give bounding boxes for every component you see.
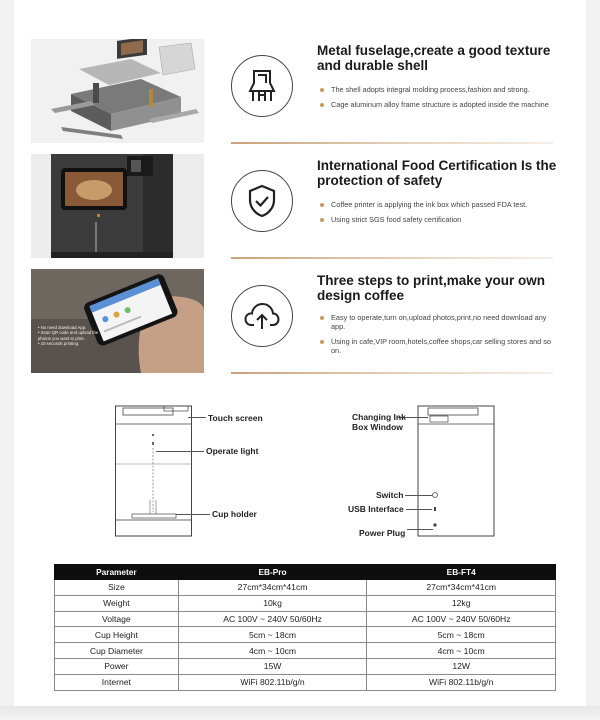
header-eb-pro: EB-Pro — [178, 565, 367, 580]
touch-screen-label: Touch screen — [208, 413, 263, 423]
divider-rule — [231, 257, 553, 259]
value-cell: WiFi 802.11b/g/n — [367, 674, 556, 690]
usb-label: USB Interface — [348, 504, 404, 514]
value-cell: 4cm ~ 10cm — [178, 643, 367, 659]
bullet-item: Cage aluminum alloy frame structure is adopted inside the machine — [320, 100, 556, 109]
param-cell: Size — [55, 580, 179, 596]
param-cell: Cup Height — [55, 627, 179, 643]
feature-three-steps — [31, 269, 553, 373]
feature-metal-shell — [31, 39, 553, 143]
switch-leader — [405, 495, 432, 496]
param-cell: Cup Diameter — [55, 643, 179, 659]
value-cell: 12W — [367, 658, 556, 674]
operate-light-label: Operate light — [206, 446, 259, 456]
bullet-item: Using in cafe,VIP room,hotels,coffee shops,car selling stores and so on. — [320, 337, 556, 355]
param-cell: Internet — [55, 674, 179, 690]
table-row — [55, 611, 556, 627]
power-plug-leader — [407, 529, 433, 530]
value-cell: 27cm*34cm*41cm — [178, 580, 367, 596]
page-bottom-edge — [0, 706, 600, 720]
header-parameter: Parameter — [55, 565, 179, 580]
bullet-item: The shell adopts integral molding process,fashion and strong. — [320, 85, 556, 94]
shield-check-icon — [231, 170, 293, 232]
value-cell: 12kg — [367, 595, 556, 611]
feature-bullets — [320, 200, 556, 230]
power-plug-label: Power Plug — [359, 528, 406, 538]
table-row — [55, 580, 556, 596]
back-view-diagram — [412, 404, 496, 538]
value-cell: AC 100V ~ 240V 50/60Hz — [178, 611, 367, 627]
photo-caption: • No need download App. • Scan QR code and upload the photos you want to print. • 10 seconds printing. — [38, 325, 99, 347]
table-header-row — [55, 565, 556, 580]
value-cell: 10kg — [178, 595, 367, 611]
value-cell: 5cm ~ 18cm — [178, 627, 367, 643]
phone-app-photo — [31, 269, 204, 373]
table-row — [55, 643, 556, 659]
feature-bullets — [320, 313, 556, 361]
cup-holder-leader — [176, 514, 210, 515]
feature-title: Metal fuselage,create a good texture and durable shell — [317, 43, 551, 73]
spec-table — [54, 564, 556, 691]
usb-leader — [406, 509, 432, 510]
table-row — [55, 658, 556, 674]
operate-light-leader — [156, 451, 204, 452]
table-row — [55, 595, 556, 611]
value-cell: WiFi 802.11b/g/n — [178, 674, 367, 690]
bullet-item: Using strict SGS food safety certification — [320, 215, 556, 224]
divider-rule — [231, 142, 553, 144]
table-row — [55, 627, 556, 643]
header-eb-ft4: EB-FT4 — [367, 565, 556, 580]
divider-rule — [231, 372, 553, 374]
cloud-upload-icon — [231, 285, 293, 347]
switch-label: Switch — [376, 490, 404, 500]
value-cell: AC 100V ~ 240V 50/60Hz — [367, 611, 556, 627]
ink-window-label: Changing Ink Box Window — [352, 412, 406, 432]
value-cell: 5cm ~ 18cm — [367, 627, 556, 643]
feature-title: International Food Certification Is the protection of safety — [317, 158, 557, 188]
printer-touchscreen-photo — [31, 154, 204, 258]
feature-food-certification — [31, 154, 557, 258]
shell-icon — [231, 55, 293, 117]
feature-bullets — [320, 85, 556, 115]
exploded-machine-photo — [31, 39, 204, 143]
value-cell: 15W — [178, 658, 367, 674]
value-cell: 27cm*34cm*41cm — [367, 580, 556, 596]
cup-holder-label: Cup holder — [212, 509, 257, 519]
bullet-item: Coffee printer is applying the ink box which passed FDA test. — [320, 200, 556, 209]
bullet-item: Easy to operate,turn on,upload photos,print,no need download any app. — [320, 313, 556, 331]
touch-screen-leader — [188, 417, 206, 418]
table-row — [55, 674, 556, 690]
value-cell: 4cm ~ 10cm — [367, 643, 556, 659]
front-view-diagram — [114, 404, 204, 538]
param-cell: Voltage — [55, 611, 179, 627]
feature-title: Three steps to print,make your own design coffee — [317, 273, 546, 303]
param-cell: Weight — [55, 595, 179, 611]
param-cell: Power — [55, 658, 179, 674]
